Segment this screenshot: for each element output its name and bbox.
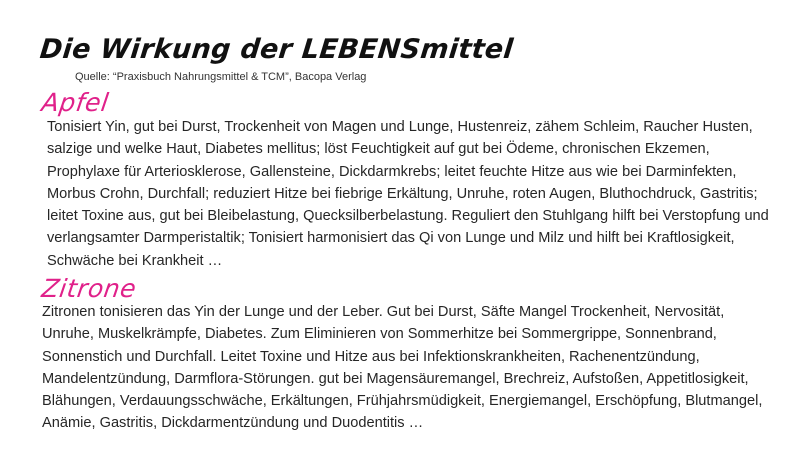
page-title: Die Wirkung der LEBENSmittel [38,34,515,65]
source-citation: Quelle: “Praxisbuch Nahrungsmittel & TCM”, Bacopa Verlag [75,71,367,83]
section-heading-zitrone: Zitrone [39,274,139,303]
section-text-zitrone: Zitronen tonisieren das Yin der Lunge und der Leber. Gut bei Durst, Säfte Mangel Trockenheit, Nervosität, Unruhe, Muskelkrämpfe, Diabetes. Zum Eliminieren von Sommerhitze bei Sommergrippe, Sonnenbrand, Sonnenstich und Durchfall. Leitet Toxine und Hitze aus bei Infektionskrankheiten, Rachenentzündung, Mandelentzündung, Darmflora-Störungen. gut bei Magensäuremangel, Brechreiz, Aufstoßen, Appetitlosigkeit, Blähungen, Verdauungsschwäche, Erkältungen, Frühjahrsmüdigkeit, Energiemangel, Erschöpfung, Blutmangel, Anämie, Gastritis, Dickdarmentzündung und Duodentitis … [42,304,763,432]
section-text-apfel: Tonisiert Yin, gut bei Durst, Trockenheit von Magen und Lunge, Hustenreiz, zähem Schleim, Raucher Husten, salzige und welke Haut, Diabetes mellitus; löst Feuchtigkeit auf gut bei Ödeme, chronischen Ekzemen, Prophylaxe für Arteriosklerose, Gallensteine, Dickdarmkrebs; leitet feuchte Hitze aus wie bei Darminfekten, Morbus Crohn, Durchfall; reduziert Hitze bei fiebrige Erkältung, Unruhe, roten Augen, Bluthochdruck, Gastritis; leitet Toxine aus, gut bei Bleibelastung, Quecksilberbelastung. Reguliert den Stuhlgang hilft bei Verstopfung und verlangsamter Darmperistaltik; Tonisiert harmonisiert das Qi von Lunge und Milz und hilft bei Kraftlosigkeit, Schwäche bei Krankheit … [47,119,769,269]
section-heading-apfel: Apfel [39,88,111,117]
